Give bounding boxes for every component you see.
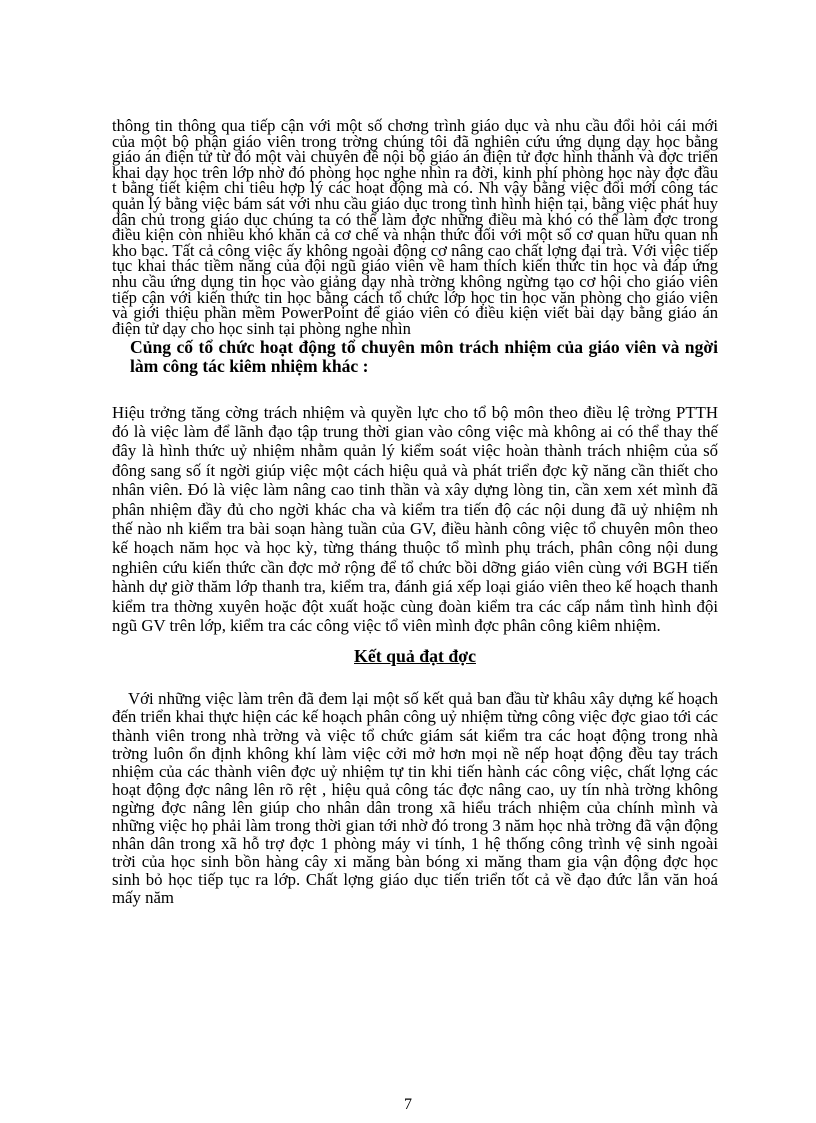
paragraph-3: Với những việc làm trên đã đem lại một số kết quả ban đầu từ khâu xây dựng kế hoạch đến triển khai thực hiện các kế hoạch phân công uỷ nhiệm từng công việc đợc giao tới các thành viên trong nhà trờng và việc tổ chức giám sát kiểm tra các hoạt động trong nhà trờng luôn ổn định không khí làm việc cởi mở hơn mọi nề nếp hoạt động đều tay trách nhiệm của các thành viên đợc uỷ nhiệm tự tin khi tiến hành các công việc, chất lợng các hoạt động đợc nâng lên rõ rệt , hiệu quả công tác đợc nâng cao, uy tín nhà trờng không ngừng đợc nâng lên giúp cho nhân dân trong xã hiểu trách nhiệm của chính mình và những việc họ phải làm trong thời gian tới nhờ đó trong 3 năm học nhà trờng đã vận động nhân dân trong xã hỗ trợ đợc 1 phòng máy vi tính, 1 hệ thống công trình vệ sinh ngoài trời của học sinh bồn hàng cây xi măng bàn bóng xi măng tham gia vận động đợc học sinh bỏ học tiếp tục ra lớp. Chất lợng giáo dục tiến triển tốt cả về đạo đức lẫn văn hoá mấy năm xyxy=(112,689,718,908)
paragraph-2: Hiệu trởng tăng cờng trách nhiệm và quyền lực cho tổ bộ môn theo điều lệ trờng PTTH đó là việc làm để lãnh đạo tập trung thời gian vào công việc mà không ai có thể thay thế đây là hình thức uỷ nhiệm nhằm quản lý kiểm soát việc hoàn thành trách nhiệm của số đông sang số ít ngời giúp việc một cách hiệu quả và phát triển đợc kỹ năng cần thiết cho nhân viên. Đó là việc làm nâng cao tinh thần và xây dựng lòng tin, cần xem xét mình đã phân nhiệm đầy đủ cho ngời khác cha và kiểm tra tiến độ các nội dung đã uỷ nhiệm nh thế nào nh kiểm tra bài soạn hàng tuần của GV, điều hành công việc tổ chuyên môn theo kế hoạch năm học và học kỳ, từng tháng thuộc tổ mình phụ trách, phân công nội dung nghiên cứu kiến thức cần đợc mở rộng để tổ chức bồi dỡng giáo viên cùng với BGH tiến hành dự giờ thăm lớp thanh tra, kiểm tra, đánh giá xếp loại giáo viên theo kế hoạch thanh kiểm tra thờng xuyên hoặc đột xuất hoặc cùng đoàn kiểm tra các cấp nắm tình hình đội ngũ GV trên lớp, kiểm tra các công việc tổ viên mình đợc phân công kiêm nhiệm. xyxy=(112,402,718,635)
paragraph-1: thông tin thông qua tiếp cận với một số chơng trình giáo dục và nhu cầu đổi hỏi cái mới của một bộ phận giáo viên trong trờng chúng tôi đã nghiên cứu ứng dụng dạy học bằng giáo án điện tử từ đó một vài chuyên đề nội bộ giáo án điện tử đợc hình thành và đợc triển khai dạy học trên lớp nhờ đó phòng học nghe nhìn ra đời, kinh phí phòng học này đợc đầu t bằng tiết kiệm chi tiêu hợp lý các hoạt động mà có. Nh vậy bằng việc đổi mới công tác quản lý bằng việc bám sát với nhu cầu giáo dục trong tình hình hiện tại, bằng việc phát huy dân chủ trong giáo dục chúng ta có thể làm đợc những điều mà khó có thể làm đợc trong điều kiện còn nhiều khó khăn cả cơ chế và nhận thức đối với một số cơ quan hữu quan nh kho bạc. Tất cả công việc ấy không ngoài động cơ nâng cao chất lợng đại trà. Với việc tiếp tục khai thác tiềm năng của đội ngũ giáo viên về ham thích kiến thức tin học và đáp ứng nhu cầu ứng dụng tin học vào giảng dạy nhà trờng không ngừng tạo cơ hội cho giáo viên tiếp cận với kiến thức tin học bằng cách tổ chức lớp học tin học văn phòng cho giáo viên và giới thiệu phần mềm PowerPoint để giáo viên có điều kiện viết bài dạy bằng giáo án điện tử dạy cho học sinh tại phòng nghe nhìn xyxy=(112,116,719,338)
result-title: Kết quả đạt đợc xyxy=(354,646,476,667)
section-heading: Củng cố tổ chức hoạt động tổ chuyên môn trách nhiệm của giáo viên và ngời làm công tác kiêm nhiệm khác : xyxy=(130,337,718,376)
page-number: 7 xyxy=(404,1096,412,1113)
page-content xyxy=(112,118,718,908)
